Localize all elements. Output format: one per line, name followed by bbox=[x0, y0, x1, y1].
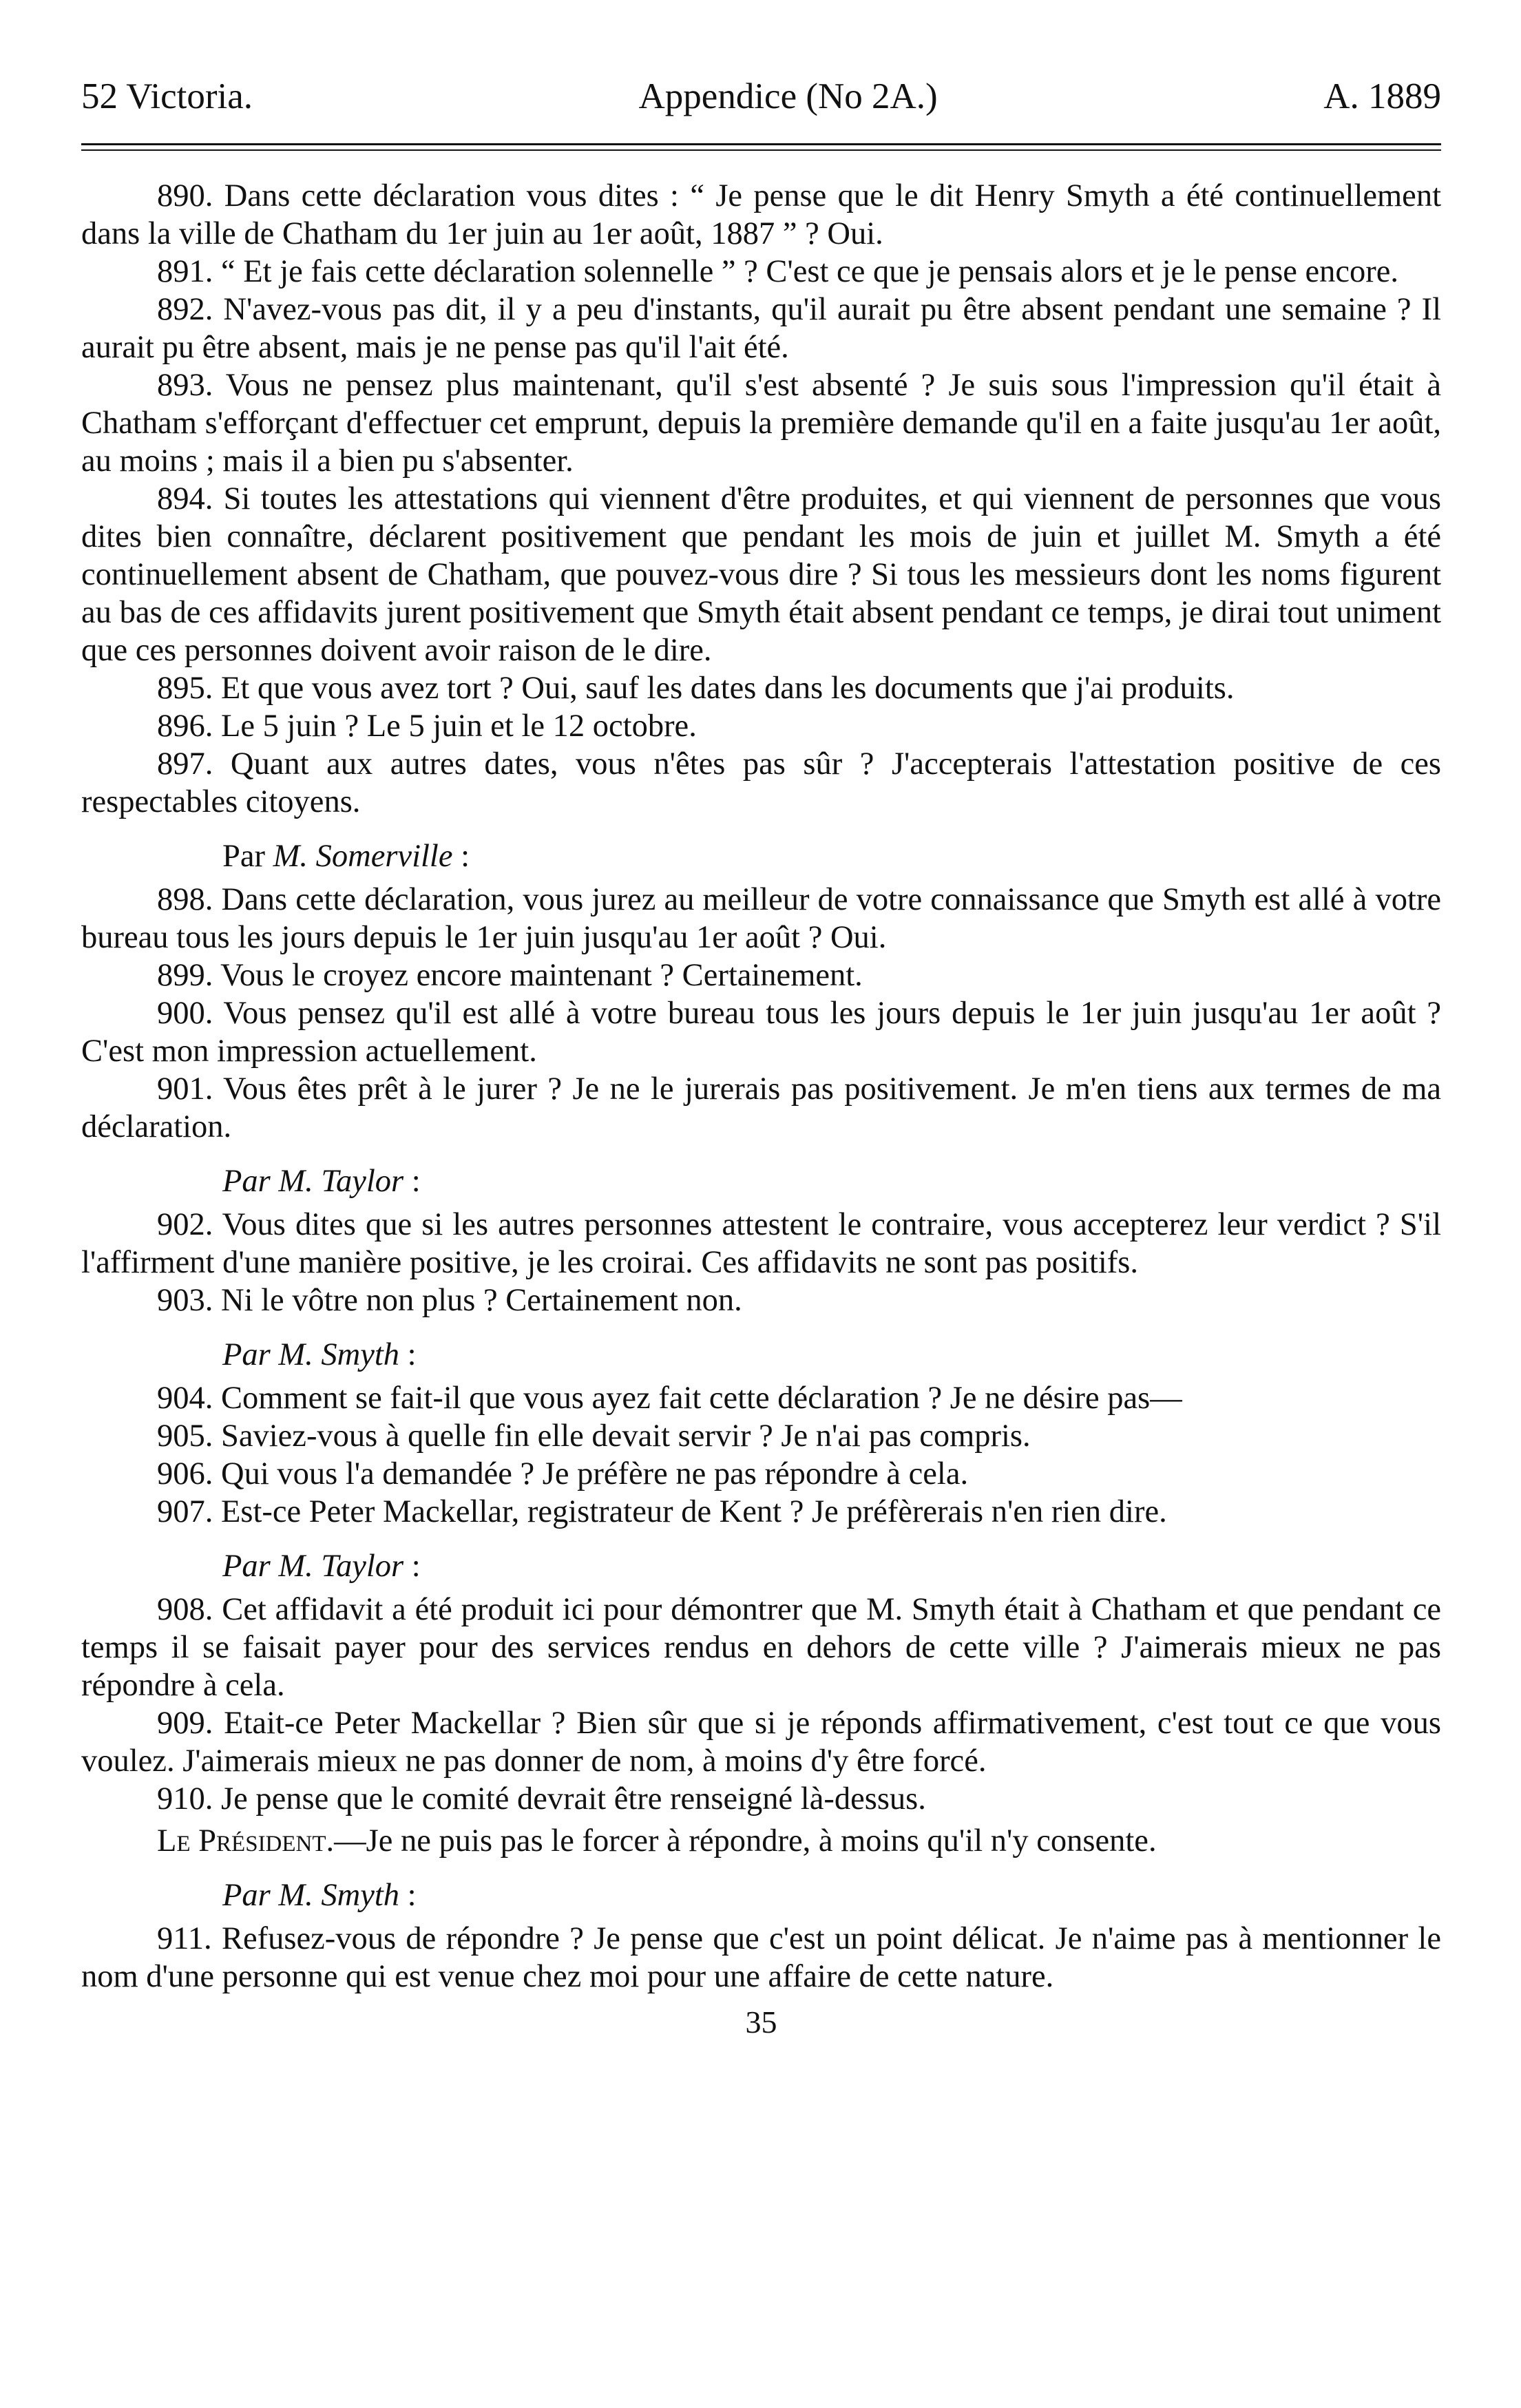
speaker-heading bbox=[81, 837, 1441, 875]
speaker-name: Par M. Taylor bbox=[222, 1164, 404, 1199]
header-left: 52 Victoria. bbox=[81, 76, 253, 116]
testimony-paragraph: 903. Ni le vôtre non plus ? Certainement non. bbox=[157, 1283, 742, 1318]
speaker-name: Par M. Smyth bbox=[222, 1337, 399, 1372]
testimony-paragraph: 908. Cet affidavit a été produit ici pour démontrer que M. Smyth était à Chatham et que pendant ce temps il se faisait payer pour des services rendus en dehors de cette ville ? J'aimerais mieux ne pas répondre à cela. bbox=[81, 1592, 1441, 1703]
speaker-suffix: : bbox=[452, 839, 470, 874]
testimony-paragraph: 904. Comment se fait-il que vous ayez fait cette déclaration ? Je ne désire pas— bbox=[157, 1381, 1182, 1416]
speaker-heading bbox=[81, 1162, 1441, 1200]
speaker-name: M. Somerville bbox=[273, 839, 453, 874]
president-speaker: Le Président bbox=[157, 1823, 326, 1859]
testimony-paragraph: 902. Vous dites que si les autres personnes attestent le contraire, vous accepterez leur verdict ? S'il l'affirment d'une manière positive, je les croirai. Ces affidavits ne sont pas positifs. bbox=[81, 1207, 1441, 1280]
document-body bbox=[81, 177, 1441, 1996]
testimony-paragraph: 898. Dans cette déclaration, vous jurez au meilleur de votre connaissance que Smyth est allé à votre bureau tous les jours depuis le 1er juin jusqu'au 1er août ? Oui. bbox=[81, 882, 1441, 955]
header-rule-thin bbox=[81, 149, 1441, 151]
testimony-paragraph: 891. “ Et je fais cette déclaration solennelle ” ? C'est ce que je pensais alors et je le pense encore. bbox=[157, 254, 1399, 289]
testimony-paragraph: 905. Saviez-vous à quelle fin elle devait servir ? Je n'ai pas compris. bbox=[157, 1418, 1031, 1454]
testimony-paragraph: 906. Qui vous l'a demandée ? Je préfère ne pas répondre à cela. bbox=[157, 1456, 969, 1491]
testimony-paragraph: 893. Vous ne pensez plus maintenant, qu'il s'est absenté ? Je suis sous l'impression qu'il était à Chatham s'efforçant d'effectuer cet emprunt, depuis la première demande qu'il en a faite jusqu'au 1er août, au moins ; mais il a bien pu s'absenter. bbox=[81, 368, 1441, 479]
testimony-paragraph: 900. Vous pensez qu'il est allé à votre bureau tous les jours depuis le 1er juin jusqu'au 1er août ? C'est mon impression actuellement. bbox=[81, 996, 1441, 1069]
president-statement bbox=[81, 1822, 1441, 1860]
testimony-paragraph: 907. Est-ce Peter Mackellar, registrateur de Kent ? Je préfèrerais n'en rien dire. bbox=[157, 1494, 1167, 1529]
president-text: .—Je ne puis pas le forcer à répondre, à moins qu'il n'y consente. bbox=[326, 1823, 1157, 1859]
testimony-paragraph: 892. N'avez-vous pas dit, il y a peu d'instants, qu'il aurait pu être absent pendant une semaine ? Il aurait pu être absent, mais je ne pense pas qu'il l'ait été. bbox=[81, 292, 1441, 365]
speaker-suffix: : bbox=[403, 1549, 421, 1584]
testimony-paragraph: 897. Quant aux autres dates, vous n'êtes pas sûr ? J'accepterais l'attestation positive de ces respectables citoyens. bbox=[81, 746, 1441, 819]
testimony-paragraph: 895. Et que vous avez tort ? Oui, sauf les dates dans les documents que j'ai produits. bbox=[157, 671, 1235, 706]
speaker-name: Par M. Smyth bbox=[222, 1878, 399, 1913]
speaker-suffix: : bbox=[399, 1337, 417, 1372]
testimony-paragraph: 910. Je pense que le comité devrait être renseigné là-dessus. bbox=[157, 1781, 926, 1817]
speaker-prefix: Par bbox=[222, 839, 273, 874]
speaker-suffix: : bbox=[399, 1878, 417, 1913]
header-center: Appendice (No 2A.) bbox=[638, 76, 938, 116]
speaker-heading bbox=[81, 1547, 1441, 1585]
testimony-paragraph: 896. Le 5 juin ? Le 5 juin et le 12 octobre. bbox=[157, 709, 697, 744]
speaker-heading bbox=[81, 1876, 1441, 1914]
document-page bbox=[81, 69, 1441, 2040]
page-number: 35 bbox=[745, 2004, 777, 2040]
speaker-suffix: : bbox=[403, 1164, 421, 1199]
testimony-paragraph: 901. Vous êtes prêt à le jurer ? Je ne le jurerais pas positivement. Je m'en tiens aux termes de ma déclaration. bbox=[81, 1071, 1441, 1144]
speaker-heading bbox=[81, 1336, 1441, 1374]
testimony-paragraph: 894. Si toutes les attestations qui viennent d'être produites, et qui viennent de personnes que vous dites bien connaître, déclarent positivement que pendant les mois de juin et juillet M. Smyth a été continuellement absent de Chatham, que pouvez-vous dire ? Si tous les messieurs dont les noms figurent au bas de ces affidavits jurent positivement que Smyth était absent pendant ce temps, je dirai tout uniment que ces personnes doivent avoir raison de le dire. bbox=[81, 481, 1441, 668]
header-right: A. 1889 bbox=[1323, 76, 1441, 116]
testimony-paragraph: 890. Dans cette déclaration vous dites : “ Je pense que le dit Henry Smyth a été continuellement dans la ville de Chatham du 1er juin au 1er août, 1887 ” ? Oui. bbox=[81, 178, 1441, 251]
header-rule bbox=[81, 143, 1441, 145]
running-header bbox=[81, 69, 1441, 124]
testimony-paragraph: 911. Refusez-vous de répondre ? Je pense que c'est un point délicat. Je n'aime pas à mentionner le nom d'une personne qui est venue chez moi pour une affaire de cette nature. bbox=[81, 1921, 1441, 1994]
speaker-name: Par M. Taylor bbox=[222, 1549, 404, 1584]
testimony-paragraph: 909. Etait-ce Peter Mackellar ? Bien sûr que si je réponds affirmativement, c'est tout ce que vous voulez. J'aimerais mieux ne pas donner de nom, à moins d'y être forcé. bbox=[81, 1706, 1441, 1779]
testimony-paragraph: 899. Vous le croyez encore maintenant ? Certainement. bbox=[157, 958, 863, 993]
